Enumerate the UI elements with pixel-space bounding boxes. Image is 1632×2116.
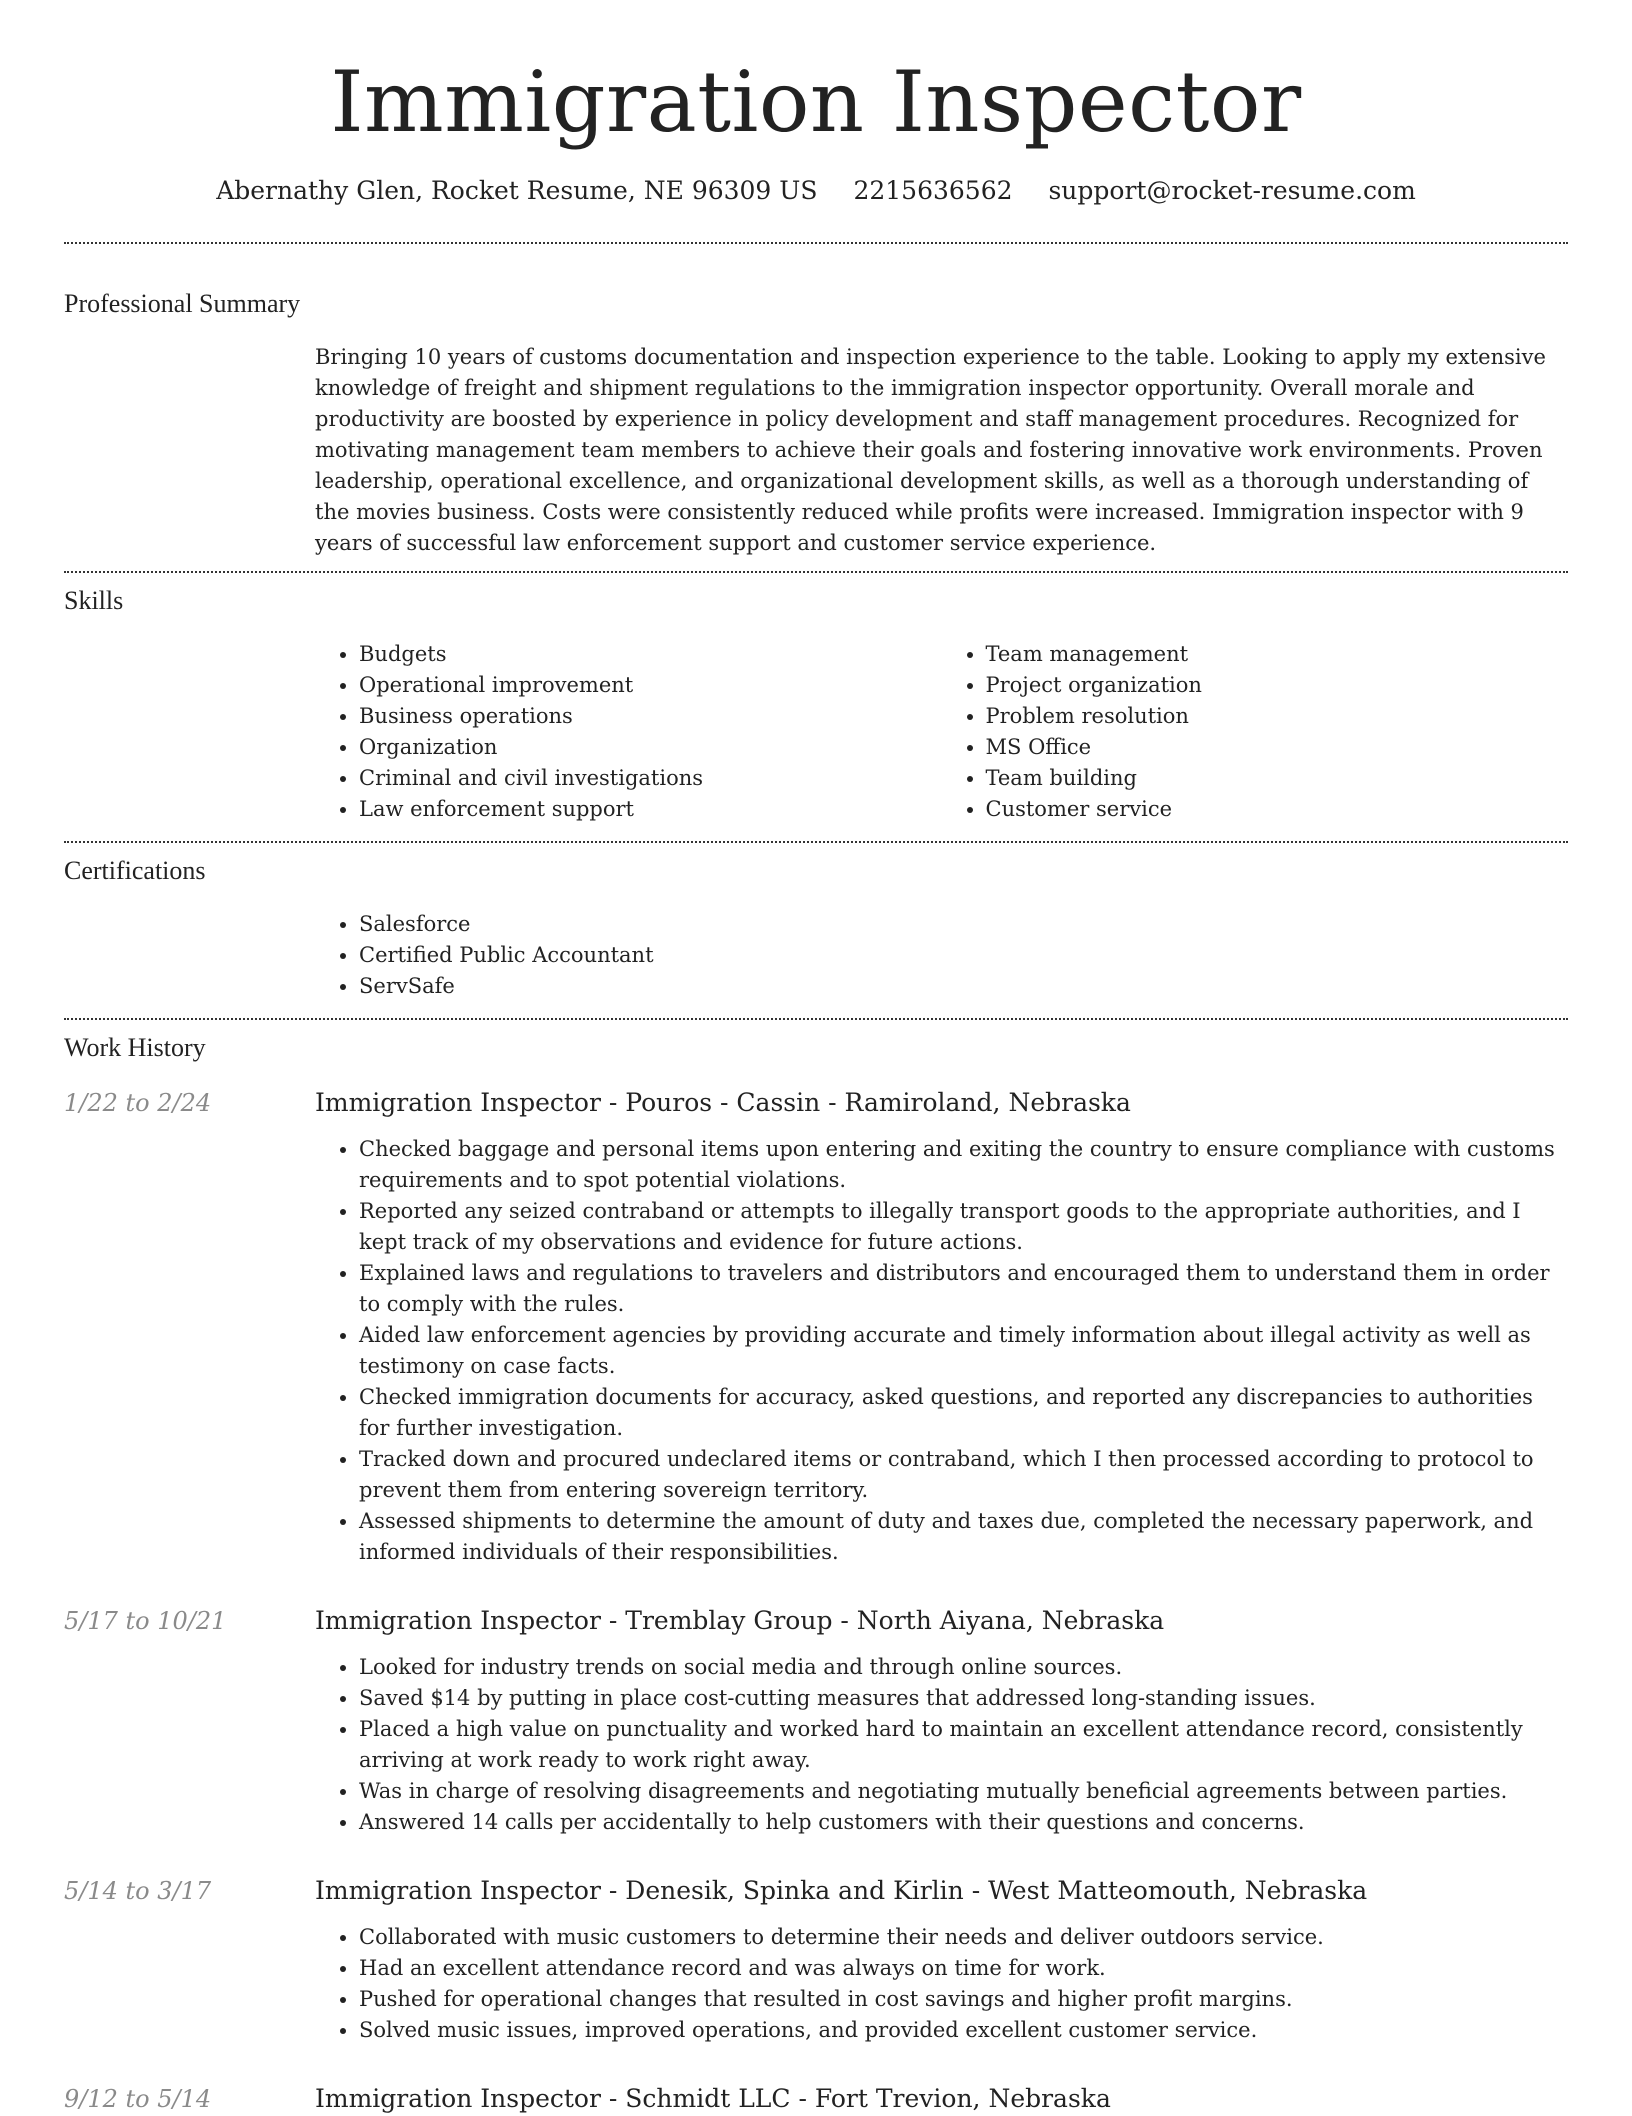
job-entry	[64, 1086, 1568, 1568]
job-dates: 1/22 to 2/24	[64, 1089, 212, 1117]
job-bullet: • Had an excellent attendance record and was always on time for work.	[359, 1953, 1568, 1984]
work-history-section	[64, 1020, 1568, 2116]
job-entry	[64, 1604, 1568, 1838]
job-bullet: • Checked baggage and personal items upon entering and exiting the country to ensure compliance with customs requirements and to spot potential violations.	[359, 1134, 1568, 1196]
certification-item: • Certified Public Accountant	[359, 940, 1568, 971]
skills-column-right	[942, 639, 1569, 825]
skill-item: • Team building	[986, 763, 1569, 794]
job-bullet: • Checked immigration documents for accuracy, asked questions, and reported any discrepancies to authorities for further investigation.	[359, 1382, 1568, 1444]
resume-title: Immigration Inspector	[330, 53, 1302, 151]
job-bullet: • Answered 14 calls per accidentally to help customers with their questions and concerns.	[359, 1807, 1568, 1838]
certifications-ul	[315, 909, 1568, 1002]
skill-item: • Budgets	[359, 639, 942, 670]
certifications-list	[315, 909, 1568, 1018]
job-details	[315, 1874, 1568, 2046]
contact-phone: 2215636562	[853, 176, 1013, 205]
skill-item: • Project organization	[986, 670, 1569, 701]
job-bullet: • Assessed shipments to determine the amount of duty and taxes due, completed the necessary paperwork, and informed individuals of their responsibilities.	[359, 1506, 1568, 1568]
job-title: Immigration Inspector - Tremblay Group - North Aiyana, Nebraska	[315, 1606, 1165, 1635]
job-bullet: • Aided law enforcement agencies by providing accurate and timely information about illegal activity as well as testimony on case facts.	[359, 1320, 1568, 1382]
skill-item: • Law enforcement support	[359, 794, 942, 825]
summary-heading: Professional Summary	[64, 289, 301, 318]
certification-item: • ServSafe	[359, 971, 1568, 1002]
job-bullet: • Solved music issues, improved operations, and provided excellent customer service.	[359, 2015, 1568, 2046]
job-bullet: • Was in charge of resolving disagreements and negotiating mutually beneficial agreements between parties.	[359, 1776, 1568, 1807]
job-bullets	[315, 1922, 1568, 2046]
summary-section	[64, 244, 1568, 571]
job-bullet: • Collaborated with music customers to determine their needs and deliver outdoors service.	[359, 1922, 1568, 1953]
job-bullet: • Explained laws and regulations to travelers and distributors and encouraged them to understand them in order to comply with the rules.	[359, 1258, 1568, 1320]
job-title: Immigration Inspector - Schmidt LLC - Fort Trevion, Nebraska	[315, 2084, 1111, 2113]
skill-item: • Problem resolution	[986, 701, 1569, 732]
skill-item: • Organization	[359, 732, 942, 763]
job-details	[315, 1604, 1568, 1838]
job-entry	[64, 2082, 1568, 2116]
job-title: Immigration Inspector - Denesik, Spinka and Kirlin - West Matteomouth, Nebraska	[315, 1876, 1368, 1905]
skill-item: • Criminal and civil investigations	[359, 763, 942, 794]
job-bullets	[315, 1652, 1568, 1838]
job-bullet: • Saved $14 by putting in place cost-cutting measures that addressed long-standing issues.	[359, 1683, 1568, 1714]
job-dates: 5/14 to 3/17	[64, 1877, 212, 1905]
job-bullet: • Pushed for operational changes that resulted in cost savings and higher profit margins.	[359, 1984, 1568, 2015]
skills-list	[315, 639, 1568, 841]
job-dates: 9/12 to 5/14	[64, 2085, 212, 2113]
job-entry	[64, 1874, 1568, 2046]
work-history-heading: Work History	[64, 1033, 206, 1062]
skills-heading: Skills	[64, 586, 124, 615]
job-details	[315, 2082, 1568, 2116]
contact-email: support@rocket-resume.com	[1048, 176, 1416, 205]
certification-item: • Salesforce	[359, 909, 1568, 940]
certifications-section	[64, 843, 1568, 1018]
job-dates: 5/17 to 10/21	[64, 1607, 227, 1635]
job-bullet: • Placed a high value on punctuality and worked hard to maintain an excellent attendance record, consistently arriving at work ready to work right away.	[359, 1714, 1568, 1776]
skill-item: • Customer service	[986, 794, 1569, 825]
skill-item: • MS Office	[986, 732, 1569, 763]
job-title: Immigration Inspector - Pouros - Cassin - Ramiroland, Nebraska	[315, 1088, 1131, 1117]
contact-address: Abernathy Glen, Rocket Resume, NE 96309 US	[216, 176, 818, 205]
skills-section	[64, 573, 1568, 841]
job-bullet: • Reported any seized contraband or attempts to illegally transport goods to the appropriate authorities, and I kept track of my observations and evidence for future actions.	[359, 1196, 1568, 1258]
job-bullet: • Looked for industry trends on social media and through online sources.	[359, 1652, 1568, 1683]
certifications-heading: Certifications	[64, 856, 206, 885]
job-details	[315, 1086, 1568, 1568]
job-bullets	[315, 1134, 1568, 1568]
job-bullet: • Tracked down and procured undeclared items or contraband, which I then processed according to protocol to prevent them from entering sovereign territory.	[359, 1444, 1568, 1506]
skill-item: • Business operations	[359, 701, 942, 732]
skills-column-left	[315, 639, 942, 825]
skill-item: • Team management	[986, 639, 1569, 670]
contact-line	[64, 174, 1568, 208]
summary-text: Bringing 10 years of customs documentation and inspection experience to the table. Looking to apply my extensive knowledge of freight and shipment regulations to the immigration inspector opportunity. Overall morale and productivity are boosted by experience in policy development and staff management procedures. Recognized for motivating management team members to achieve their goals and fostering innovative work environments. Proven leadership, operational excellence, and organizational development skills, as well as a thorough understanding of the movies business. Costs were consistently reduced while profits were increased. Immigration inspector with 9 years of successful law enforcement support and customer service experience.	[315, 345, 1546, 555]
skill-item: • Operational improvement	[359, 670, 942, 701]
